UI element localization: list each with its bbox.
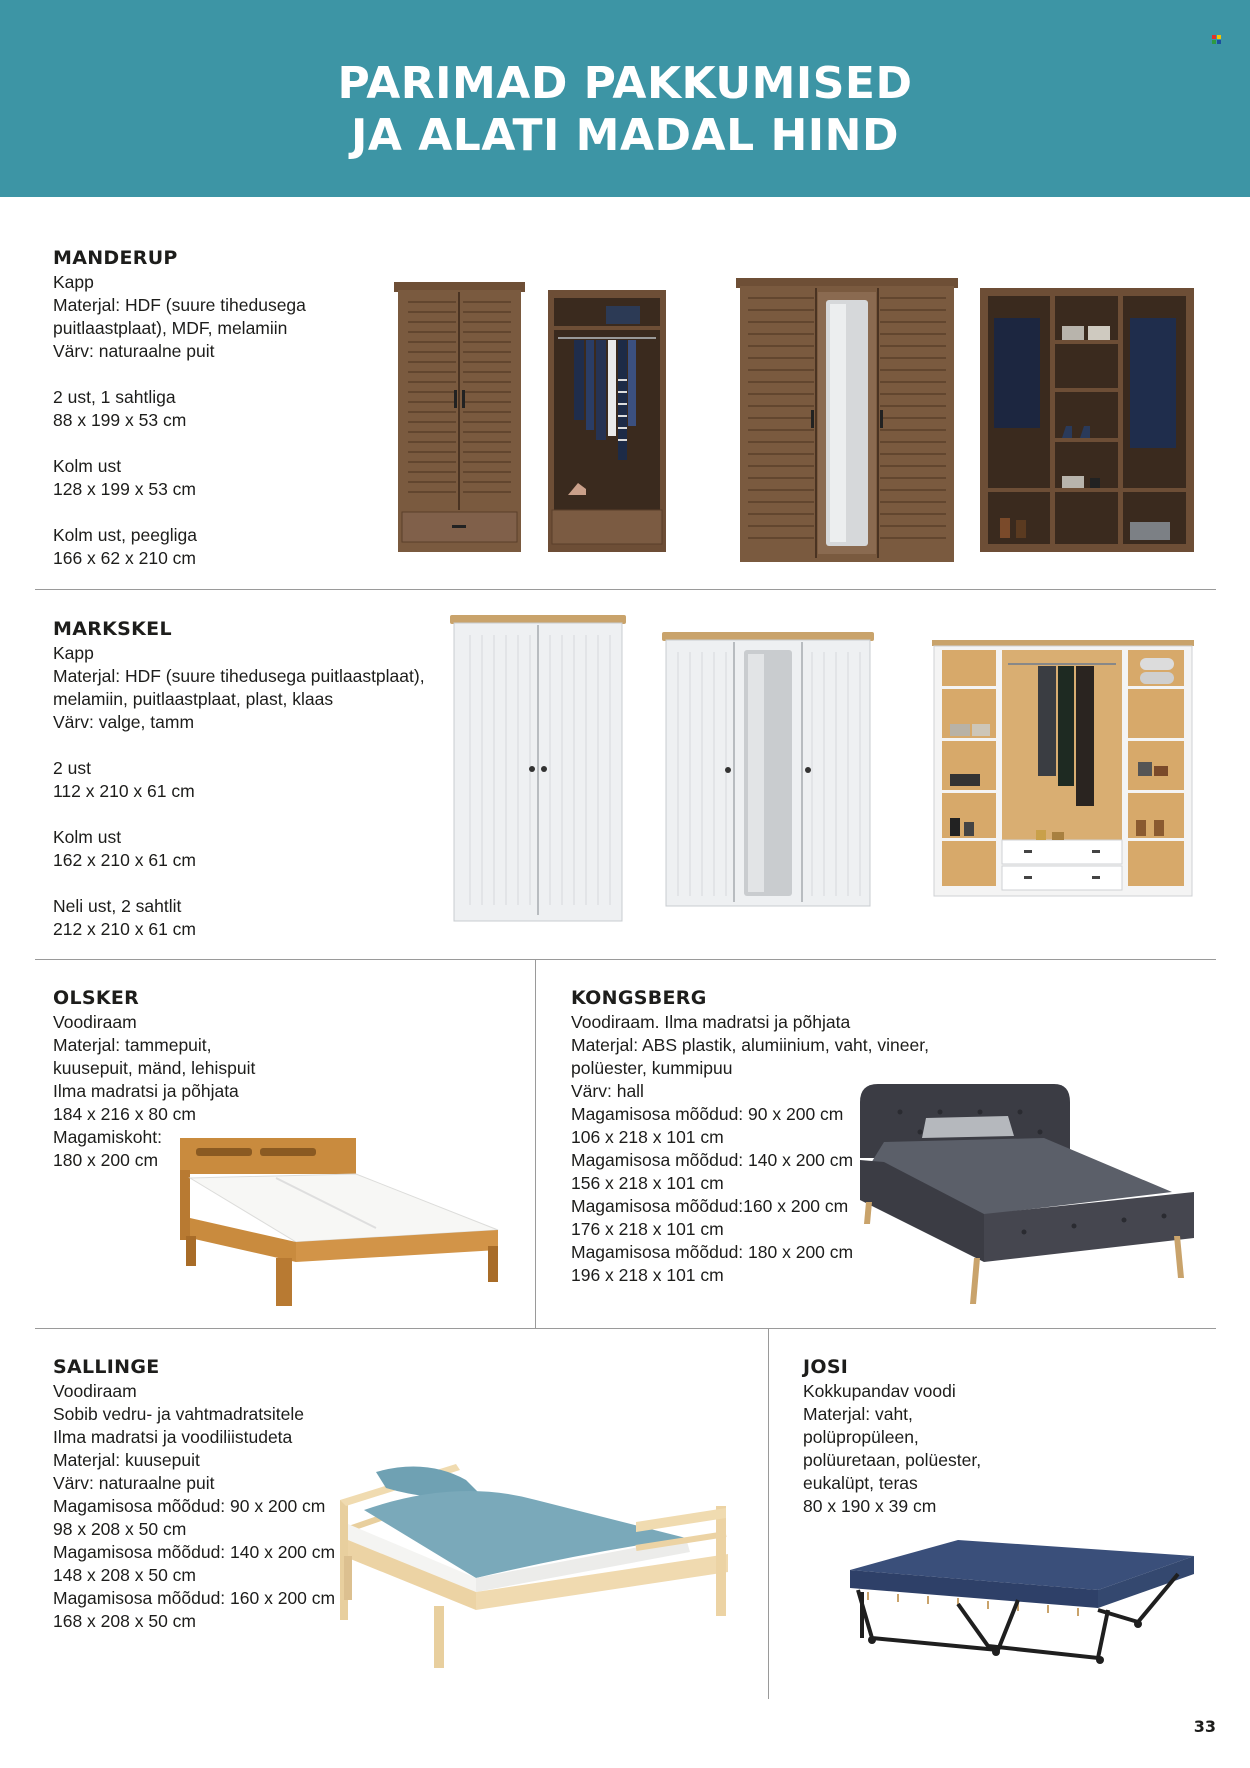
- detail-line: Neli ust, 2 sahtlit: [53, 896, 182, 916]
- detail-line: 2 ust, 1 sahtliga: [53, 387, 176, 407]
- detail-line: Kolm ust: [53, 456, 122, 476]
- detail-line: 112 x 210 x 61 cm: [53, 781, 195, 801]
- page-number: 33: [1193, 1717, 1216, 1736]
- product-details: [53, 271, 393, 570]
- detail-line: Kapp: [53, 643, 94, 663]
- detail-line: 98 x 208 x 50 cm: [53, 1519, 187, 1539]
- line-gap: [53, 432, 393, 455]
- line-gap: [53, 734, 433, 757]
- line-gap: [53, 803, 433, 826]
- detail-line: Ilma madratsi ja põhjata: [53, 1081, 239, 1101]
- detail-line: 2 ust: [53, 758, 91, 778]
- detail-line: 180 x 200 cm: [53, 1150, 159, 1170]
- section-divider: [35, 959, 1216, 960]
- product-name: MANDERUP: [53, 247, 178, 269]
- detail-line: 184 x 216 x 80 cm: [53, 1104, 196, 1124]
- manderup-open-wardrobe-image: [548, 290, 666, 552]
- detail-line: 106 x 218 x 101 cm: [571, 1127, 724, 1147]
- detail-line: Magamiskoht:: [53, 1127, 162, 1147]
- detail-line: Magamisosa mõõdud:160 x 200 cm: [571, 1196, 849, 1216]
- detail-line: Materjal: vaht,: [803, 1404, 913, 1424]
- josi-folding-bed-image: [838, 1530, 1202, 1670]
- product-details: [803, 1380, 1063, 1518]
- detail-line: kuusepuit, mänd, lehispuit: [53, 1058, 256, 1078]
- sallinge-bed-frame-image: [336, 1460, 736, 1676]
- title-line-2: JA ALATI MADAL HIND: [351, 110, 899, 161]
- detail-line: 88 x 199 x 53 cm: [53, 410, 187, 430]
- detail-line: Magamisosa mõõdud: 180 x 200 cm: [571, 1242, 854, 1262]
- detail-line: Kolm ust: [53, 827, 122, 847]
- detail-line: Magamisosa mõõdud: 140 x 200 cm: [53, 1542, 336, 1562]
- detail-line: Magamisosa mõõdud: 160 x 200 cm: [53, 1588, 336, 1608]
- kongsberg-bed-frame-image: [854, 1082, 1200, 1308]
- detail-line: 80 x 190 x 39 cm: [803, 1496, 937, 1516]
- detail-line: Materjal: HDF (suure tihedusega puitlaastplaat),: [53, 666, 425, 686]
- detail-line: 156 x 218 x 101 cm: [571, 1173, 724, 1193]
- section-divider: [35, 589, 1216, 590]
- detail-line: Kapp: [53, 272, 94, 292]
- section-divider: [35, 1328, 1216, 1329]
- product-name: MARKSKEL: [53, 618, 172, 640]
- detail-line: 212 x 210 x 61 cm: [53, 919, 196, 939]
- detail-line: Värv: hall: [571, 1081, 644, 1101]
- product-details: [53, 642, 433, 941]
- detail-line: Materjal: ABS plastik, alumiinium, vaht, vineer,: [571, 1035, 929, 1055]
- detail-line: Voodiraam: [53, 1012, 137, 1032]
- detail-line: Materjal: kuusepuit: [53, 1450, 200, 1470]
- detail-line: eukalüpt, teras: [803, 1473, 918, 1493]
- markskel-3-door-mirror-wardrobe-image: [662, 632, 874, 912]
- detail-line: Magamisosa mõõdud: 90 x 200 cm: [571, 1104, 844, 1124]
- product-name: OLSKER: [53, 987, 140, 1009]
- header-banner: [0, 0, 1250, 197]
- detail-line: Kokkupandav voodi: [803, 1381, 956, 1401]
- column-divider: [535, 960, 536, 1328]
- line-gap: [53, 363, 393, 386]
- detail-line: 128 x 199 x 53 cm: [53, 479, 196, 499]
- detail-line: 196 x 218 x 101 cm: [571, 1265, 724, 1285]
- detail-line: 166 x 62 x 210 cm: [53, 548, 196, 568]
- detail-line: Materjal: tammepuit,: [53, 1035, 212, 1055]
- product-name: KONGSBERG: [571, 987, 707, 1009]
- detail-line: Magamisosa mõõdud: 140 x 200 cm: [571, 1150, 854, 1170]
- detail-line: 168 x 208 x 50 cm: [53, 1611, 196, 1631]
- manderup-3-door-mirror-wardrobe-image: [736, 278, 958, 568]
- manderup-open-shelving-wardrobe-image: [980, 288, 1194, 552]
- detail-line: Kolm ust, peegliga: [53, 525, 197, 545]
- detail-line: melamiin, puitlaastplaat, plast, klaas: [53, 689, 334, 709]
- title-line-1: PARIMAD PAKKUMISED: [337, 58, 913, 109]
- detail-line: puitlaastplaat), MDF, melamiin: [53, 318, 288, 338]
- column-divider: [768, 1329, 769, 1699]
- detail-line: Voodiraam. Ilma madratsi ja põhjata: [571, 1012, 851, 1032]
- detail-line: polüester, kummipuu: [571, 1058, 733, 1078]
- product-name: JOSI: [803, 1356, 849, 1378]
- markskel-4-door-open-wardrobe-image: [932, 640, 1194, 898]
- detail-line: Värv: naturaalne puit: [53, 1473, 215, 1493]
- detail-line: 162 x 210 x 61 cm: [53, 850, 196, 870]
- product-markskel: [53, 617, 433, 941]
- line-gap: [53, 872, 433, 895]
- detail-line: Sobib vedru- ja vahtmadratsitele: [53, 1404, 304, 1424]
- brand-logo-icon: [1212, 35, 1222, 45]
- product-name: SALLINGE: [53, 1356, 160, 1378]
- line-gap: [53, 501, 393, 524]
- detail-line: Magamisosa mõõdud: 90 x 200 cm: [53, 1496, 326, 1516]
- detail-line: Ilma madratsi ja voodiliistudeta: [53, 1427, 293, 1447]
- product-josi: [803, 1355, 1063, 1518]
- detail-line: Materjal: HDF (suure tihedusega: [53, 295, 306, 315]
- detail-line: Voodiraam: [53, 1381, 137, 1401]
- manderup-2-door-wardrobe-image: [392, 282, 527, 562]
- olsker-bed-frame-image: [176, 1138, 504, 1310]
- detail-line: polüpropüleen,: [803, 1427, 919, 1447]
- detail-line: 176 x 218 x 101 cm: [571, 1219, 724, 1239]
- product-manderup: [53, 246, 393, 570]
- detail-line: Värv: valge, tamm: [53, 712, 195, 732]
- markskel-2-door-wardrobe-image: [450, 615, 626, 927]
- detail-line: polüuretaan, polüester,: [803, 1450, 982, 1470]
- detail-line: 148 x 208 x 50 cm: [53, 1565, 196, 1585]
- page-title: [0, 58, 1250, 162]
- detail-line: Värv: naturaalne puit: [53, 341, 215, 361]
